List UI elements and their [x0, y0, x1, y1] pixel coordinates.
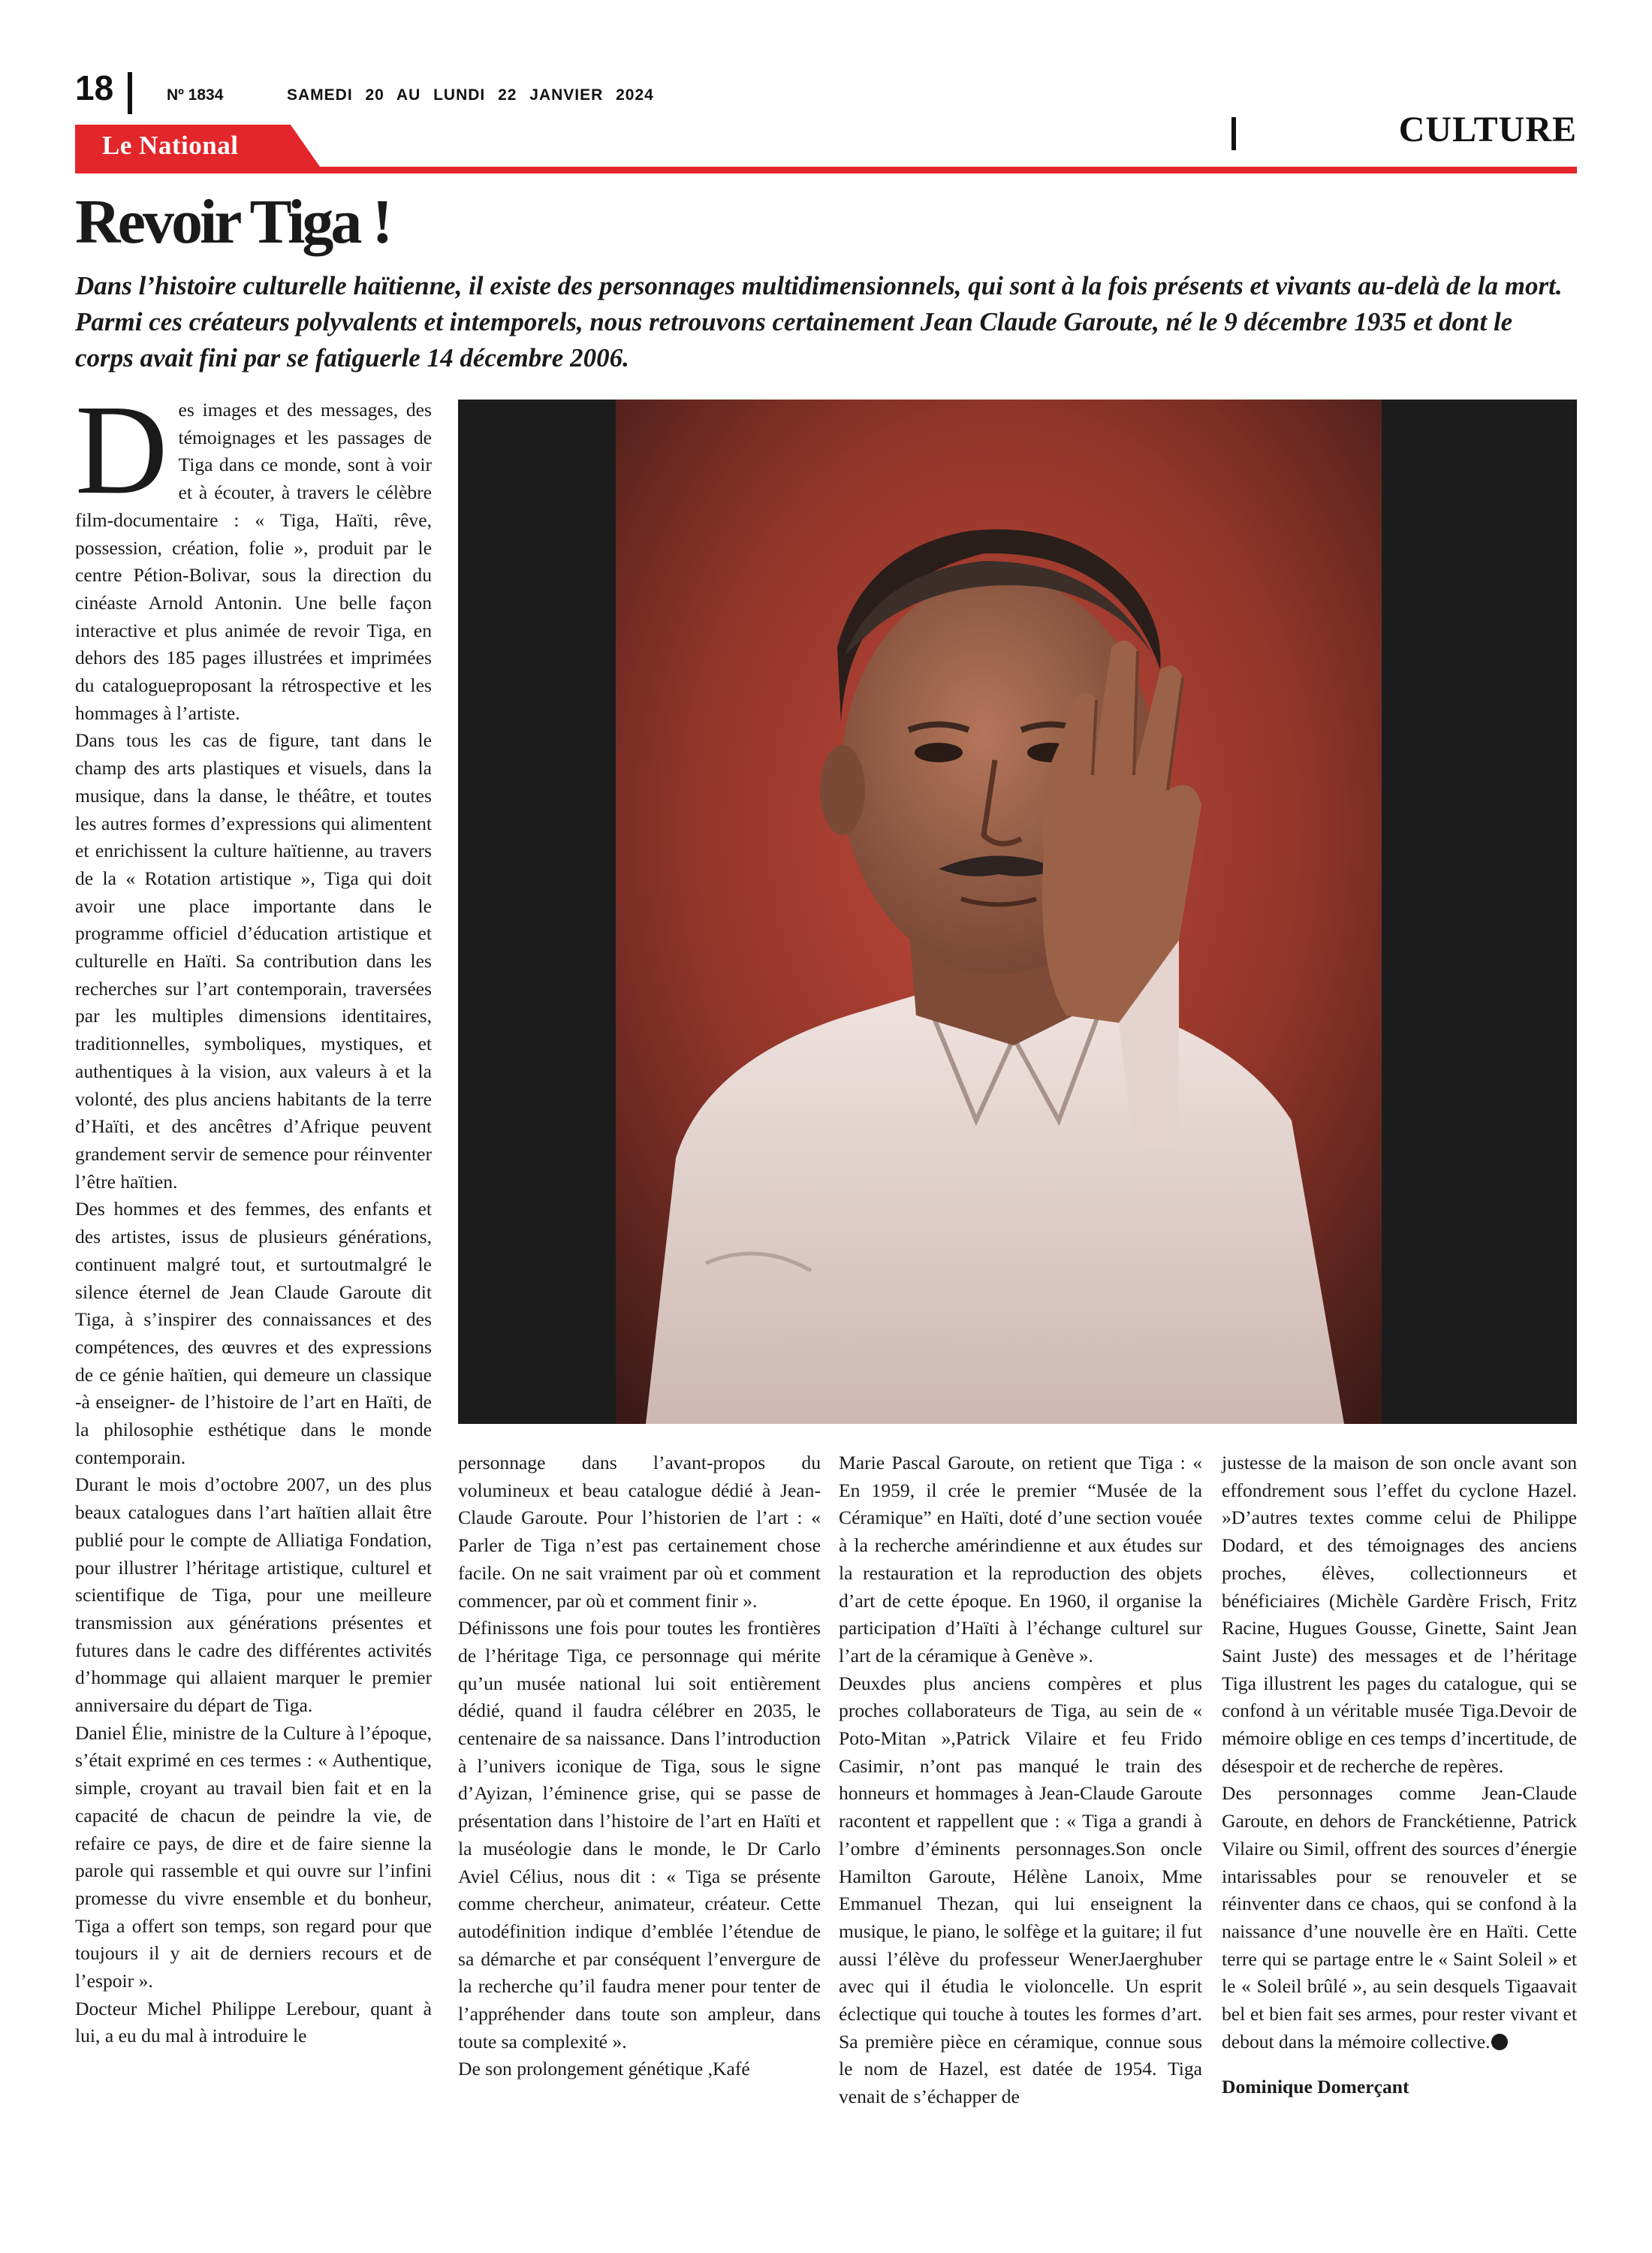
- header-divider: [128, 72, 132, 114]
- header-rule: [75, 167, 1577, 173]
- article-lede: Dans l’histoire culturelle haïtienne, il existe des personnages multidimensionnels, qui sont à la fois présents et vivants au-delà de la mort. Parmi ces créateurs polyvalents et intemporels, nous retrouvons certainement Jean Claude Garoute, né le 9 décembre 1935 et dont le corps avait fini par se fatiguerle 14 décembre 2006.: [75, 271, 1563, 372]
- article-paragraph: Durant le mois d’octobre 2007, un des plus beaux catalogues dans l’art haïtien allait être publié pour le compte de Alliatiga Fondation, pour illustrer l’héritage artistique, culturel et scientifique de Tiga, pour une meilleure transmission aux générations présentes et futures dans le cadre des différentes activités d’hommage qui allaient marquer le premier anniversaire du départ de Tiga.: [75, 1473, 432, 1717]
- article-column-4: [1222, 1449, 1577, 2101]
- section-divider: [1231, 117, 1236, 150]
- portrait-photo: [458, 400, 1577, 1424]
- drop-cap: D: [75, 379, 168, 520]
- issue-number: Nº 1834: [167, 86, 224, 104]
- article-paragraph: justesse de la maison de son oncle avant son effondrement sous l’effet du cyclone Hazel. »D’autres textes comme celui de Philippe Dodard, et des témoignages des anciens proches, élèves, collectionneurs et bénéficiaires (Michèle Gardère Frisch, Fritz Racine, Hugues Gousse, Ginette, Saint Jean Saint Juste) des messages et de l’héritage Tiga illustrent les pages du catalogue, qui se confond à un véritable musée Tiga.Devoir de mémoire oblige en ces temps d’incertitude, de désespoir et de recherche de repères.: [1222, 1452, 1577, 1777]
- article-column-1: [75, 379, 432, 2050]
- article-paragraph: Marie Pascal Garoute, on retient que Tiga : « En 1959, il crée le premier “Musée de la Céramique” en Haïti, doté d’une section vouée à la recherche amérindienne et aux études sur la restauration et la reproduction des objets d’art de cette époque. En 1960, il organise la participation d’Haïti à l’échange culturel sur l’art de la céramique à Genève ».: [839, 1452, 1202, 1666]
- section-label: CULTURE: [1398, 110, 1577, 149]
- article-column-3: [839, 1449, 1202, 2111]
- newspaper-name: Le National: [102, 131, 239, 160]
- article-paragraph: De son prolongement génétique ,Kafé: [458, 2058, 750, 2080]
- article-column-2: [458, 1449, 821, 2083]
- author-byline: Dominique Domerçant: [1222, 2076, 1409, 2098]
- issue-date: SAMEDI 20 AU LUNDI 22 JANVIER 2024: [287, 86, 654, 104]
- article-paragraph: Définissons une fois pour toutes les frontières de l’héritage Tiga, ce personnage qui mérite qu’un musée national lui soit entièrement dédié, quand il faudra célébrer en 2035, le centenaire de sa naissance. Dans l’introduction à l’univers iconique de Tiga, sous le signe d’Ayizan, l’éminence grise, qui se passe de présentation dans l’histoire de l’art en Haïti et la muséologie dans le monde, le Dr Carlo Aviel Célius, nous dit : « Tiga se présente comme chercheur, animateur, créateur. Cette autodéfinition indique d’emblée l’étendue de sa démarche et par conséquent l’envergure de la recherche qu’il faudra mener pour tenter de l’appréhender dans toute son ampleur, dans toute sa complexité ».: [458, 1617, 821, 2052]
- article-paragraph: Deuxdes plus anciens compères et plus proches collaborateurs de Tiga, au sein de « Poto-Mitan »,Patrick Vilaire et feu Frido Casimir, n’ont pas manqué le train des honneurs et hommages à Jean-Claude Garoute racontent et rappellent que : « Tiga a grandi à l’ombre d’éminents personnages.Son oncle Hamilton Garoute, Hélène Lanoix, Mme Emmanuel Thezan, qui lui enseignent la musique, le piano, le solfège et la guitare; il fut aussi l’élève du professeur WenerJaerghuber avec qui il étudia le violoncelle. Un esprit éclectique qui touche à toutes les formes d’art. Sa première pièce en céramique, connue sous le nom de Hazel, est datée de 1954. Tiga venait de s’échapper de: [839, 1672, 1202, 2108]
- article-paragraph: Des hommes et des femmes, des enfants et des artistes, issus de plusieurs générations, continuent malgré tout, et surtoutmalgré le silence éternel de Jean Claude Garoute dit Tiga, à s’inspirer des connaissances et des compétences, des œuvres et des expressions de ce génie haïtien, qui demeure un classique -à enseigner- de l’histoire de l’art en Haïti, de la philosophie esthétique dans le monde contemporain.: [75, 1198, 432, 1468]
- end-mark-icon: [1491, 2034, 1508, 2050]
- page-number: 18: [75, 68, 114, 107]
- article-paragraph: Daniel Élie, ministre de la Culture à l’époque, s’était exprimé en ces termes : « Authentique, simple, croyant au travail bien fait et en la capacité de chacun de peindre la vie, de refaire ce pays, de dire et de faire sienne la parole qui rassemble et qui ouvre sur l’infini promesse du vivre ensemble et du bonheur, Tiga a offert son temps, son regard pour que toujours il y ait de derniers recours et de l’espoir ».: [75, 1721, 432, 1992]
- article-title: Revoir Tiga !: [75, 187, 390, 257]
- article-paragraph: Dans tous les cas de figure, tant dans le champ des arts plastiques et visuels, dans la musique, dans la danse, le théâtre, et toutes les autres formes d’expressions qui alimentent et enrichissent la culture haïtienne, au travers de la « Rotation artistique », Tiga qui doit avoir une place importante dans le programme officiel d’éducation artistique et culturelle en Haïti. Sa contribution dans les recherches sur l’art contemporain, traversées par les multiples dimensions identitaires, traditionnelles, symboliques, mystiques, et authentiques à la vision, aux valeurs à et la volonté, des plus anciens habitants de la terre d’Haïti, et des ancêtres d’Afrique peuvent grandement servir de semence pour réinventer l’être haïtien.: [75, 729, 432, 1193]
- article-paragraph: personnage dans l’avant-propos du volumineux et beau catalogue dédié à Jean-Claude Garoute. Pour l’historien de l’art : « Parler de Tiga n’est pas certainement chose facile. On ne sait vraiment par où et comment commencer, par où et comment finir ».: [458, 1452, 821, 1612]
- article-paragraph: Docteur Michel Philippe Lerebour, quant à lui, a eu du mal à introduire le: [75, 1997, 432, 2047]
- article-paragraph: Des images et des messages, des témoignages et les passages de Tiga dans ce monde, sont à voir et à écouter, à travers le célèbre film-documentaire : « Tiga, Haïti, rêve, possession, création, folie », produit par le centre Pétion-Bolivar, sous la direction du cinéaste Arnold Antonin. Une belle façon interactive et plus animée de revoir Tiga, en dehors des 185 pages illustrées et imprimées du catalogueproposant la rétrospective et les hommages à l’artiste.: [75, 379, 432, 724]
- article-paragraph: Des personnages comme Jean-Claude Garoute, en dehors de Franckétienne, Patrick Vilaire ou Simil, offrent des sources d’énergie intarissables pour se renouveler et se réinventer dans ce chaos, qui se confond à la naissance d’une nouvelle ère en Haïti. Cette terre qui se partage entre le « Saint Soleil » et le « Soleil brûlé », au sein desquels Tigaavait bel et bien fait ses armes, pour rester vivant et debout dans la mémoire collective.: [1222, 1782, 1577, 2052]
